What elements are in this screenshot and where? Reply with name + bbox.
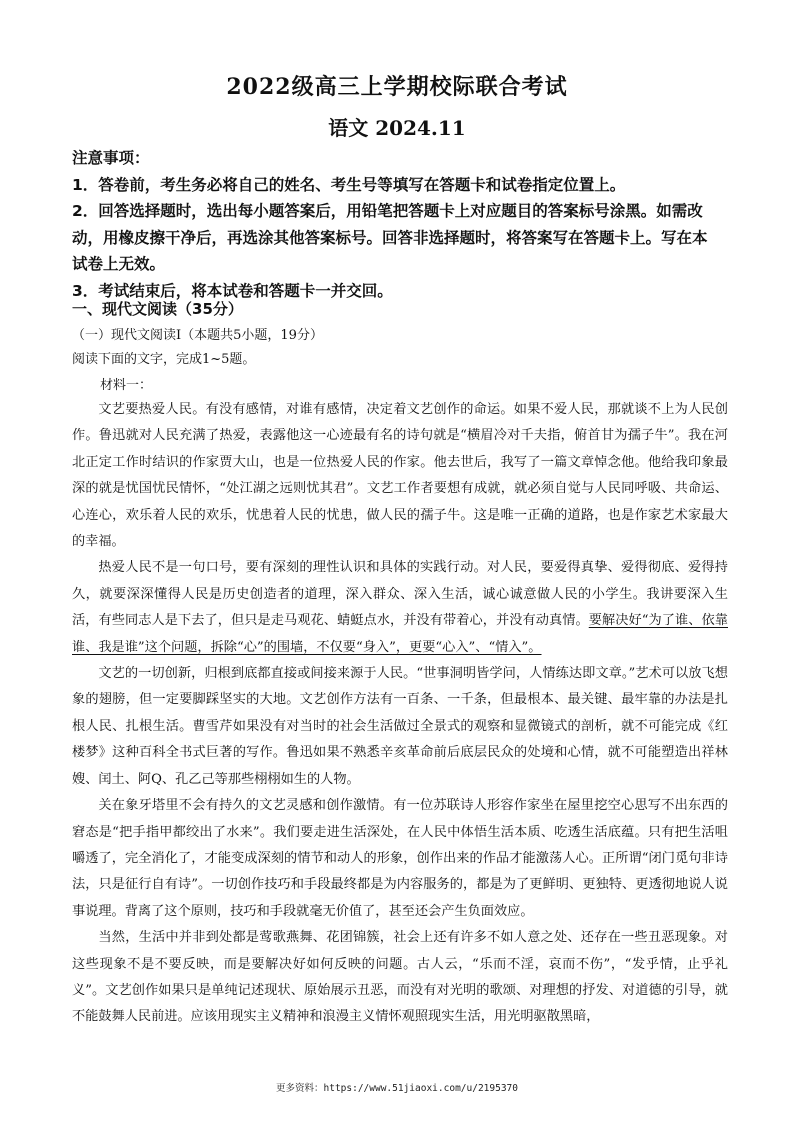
reading-passage (72, 397, 728, 1031)
paragraph-1: 文艺要热爱人民。有没有感情，对谁有感情，决定着文艺创作的命运。如果不爱人民，那就谈不上为人民创作。鲁迅就对人民充满了热爱，表露他这一心迹最有名的诗句就是“横眉冷对千夫指，俯首甘为孺子牛”。我在河北正定工作时结识的作家贾大山，也是一位热爱人民的作家。他去世后，我写了一篇文章悼念他。他给我印象最深的就是忧国忧民情怀，“处江湖之远则忧其君”。文艺工作者要想有成就，就必须自觉与人民同呼吸、共命运、心连心，欢乐着人民的欢乐，忧患着人民的忧患，做人民的孺子牛。这是唯一正确的道路，也是作家艺术家最大的幸福。 (72, 402, 728, 550)
notes-item-1: 1．答卷前，考生务必将自己的姓名、考生号等填写在答题卡和试卷指定位置上。 (72, 175, 626, 194)
exam-subtitle: 语文 2024.11 (328, 116, 466, 140)
paragraph-5: 当然，生活中并非到处都是莺歌燕舞、花团锦簇，社会上还有许多不如人意之处、还存在一些丑恶现象。对这些现象不是不要反映，而是要解决好如何反映的问题。古人云，“乐而不淫，哀而不伤”，“发乎情，止乎礼义”。文艺创作如果只是单纯记述现状、原始展示丑恶，而没有对光明的歌颂、对理想的抒发、对道德的引导，就不能鼓舞人民前进。应该用现实主义精神和浪漫主义情怀观照现实生活，用光明驱散黑暗， (72, 930, 728, 1025)
reading-instruction: 阅读下面的文字，完成1~5题。 (72, 352, 256, 367)
section-sub-heading: （一）现代文阅读Ⅰ（本题共5小题，19分） (72, 328, 323, 343)
notes-item-3: 3．考试结束后，将本试卷和答题卡一并交回。 (72, 281, 393, 300)
notes-heading: 注意事项： (72, 149, 150, 167)
underlined-sentence: 要解决好“为了谁、依靠谁、我是谁”这个问题，拆除“心”的围墙，不仅要“身入”，更要“心入”、“情入”。 (72, 613, 728, 655)
paragraph-2-text: 热爱人民不是一句口号，要有深刻的理性认识和具体的实践行动。对人民，要爱得真挚、爱得彻底、爱得持久，就要深深懂得人民是历史创造者的道理，深入群众、深入生活，诚心诚意做人民的小学生。我讲要深入生活，有些同志人是下去了，但只是走马观花、蜻蜓点水，并没有带着心，并没有动真情。 (72, 560, 728, 629)
footer-source: 更多资料：https://www.51jiaoxi.com/u/2195370 (276, 1083, 518, 1094)
paragraph-2 (72, 555, 728, 661)
paragraph-3: 文艺的一切创新，归根到底都直接或间接来源于人民。“世事洞明皆学问，人情练达即文章。”艺术可以放飞想象的翅膀，但一定要脚踩坚实的大地。文艺创作方法有一百条、一千条，但最根本、最关键、最牢靠的办法是扎根人民、扎根生活。曹雪芹如果没有对当时的社会生活做过全景式的观察和显微镜式的剖析，就不可能完成《红楼梦》这种百科全书式巨著的写作。鲁迅如果不熟悉辛亥革命前后底层民众的处境和心情，就不可能塑造出祥林嫂、闰土、阿Q、孔乙己等那些栩栩如生的人物。 (72, 666, 728, 787)
notes-item-2: 2．回答选择题时，选出每小题答案后，用铅笔把答题卡上对应题目的答案标号涂黑。如需改动，用橡皮擦干净后，再选涂其他答案标号。回答非选择题时，将答案写在答题卡上。写在本试卷上无效。 (72, 202, 708, 274)
section-heading: 一、现代文阅读（35分） (72, 300, 243, 318)
exam-title: 2022级高三上学期校际联合考试 (226, 74, 568, 100)
paragraph-4: 关在象牙塔里不会有持久的文艺灵感和创作激情。有一位苏联诗人形容作家坐在屋里挖空心思写不出东西的窘态是“把手指甲都绞出了水来”。我们要走进生活深处，在人民中体悟生活本质、吃透生活底蕴。只有把生活咀嚼透了，完全消化了，才能变成深刻的情节和动人的形象，创作出来的作品才能激荡人心。正所谓“闭门觅句非诗法，只是征行自有诗”。一切创作技巧和手段最终都是为内容服务的，都是为了更鲜明、更独特、更透彻地说人说事说理。背离了这个原则，技巧和手段就毫无价值了，甚至还会产生负面效应。 (72, 798, 728, 919)
notes-block (72, 145, 722, 305)
material-label: 材料一： (100, 378, 153, 393)
